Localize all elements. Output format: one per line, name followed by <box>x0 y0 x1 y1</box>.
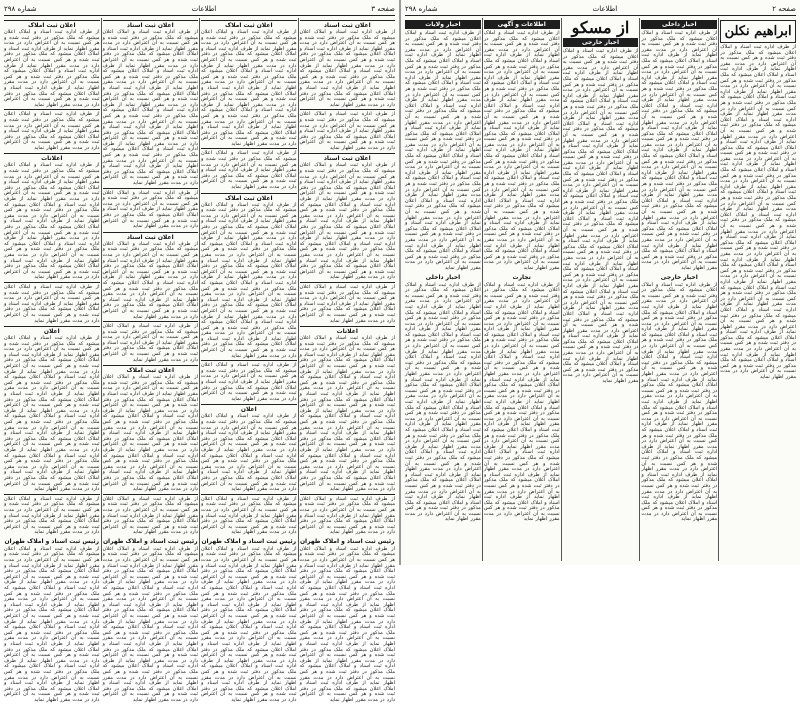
section-banner: اطلاعات و آگهی <box>484 20 560 29</box>
headline-main: از مسکو <box>571 18 630 37</box>
right-column-4 <box>484 18 560 561</box>
article-text: از طرف اداره ثبت اسناد و املاک اعلان میشود که ملک مذکور در دفتر ثبت شده و هر کس نسبت به آن اعتراض دارد در مدت مقرر اظهار نماید از طرف اداره ثبت اسناد و املاک اعلان میشود که ملک مذکور در دفتر ثبت شده و هر کس نسبت به آن اعتراض دارد در مدت مقرر اظهار نماید <box>299 495 395 536</box>
article-text: از طرف اداره ثبت اسناد و املاک اعلان میشود که ملک مذکور در دفتر ثبت شده و هر کس نسبت به آن اعتراض دارد در مدت مقرر اظهار نماید از طرف اداره ثبت اسناد و املاک اعلان میشود که ملک مذکور در دفتر ثبت شده و هر کس نسبت به آن اعتراض دارد در مدت مقرر اظهار نماید <box>102 495 198 536</box>
legal-notice <box>201 193 297 362</box>
notice-title: اعلان ثبت املاک <box>224 22 273 29</box>
article-text: از طرف اداره ثبت اسناد و املاک اعلان میشود که ملک مذکور در دفتر ثبت شده و هر کس نسبت به آن اعتراض دارد در مدت مقرر اظهار نماید از طرف اداره ثبت اسناد و املاک اعلان میشود که ملک مذکور در دفتر ثبت شده و هر کس نسبت به آن اعتراض دارد در مدت مقرر اظهار نماید از طرف اداره ثبت اسناد و املاک اعلان میشود که ملک مذکور در دفتر ثبت شده و هر کس نسبت به آن اعتراض دارد در مدت مقرر اظهار نماید از طرف اداره ثبت اسناد و املاک اعلان میشود که ملک مذکور در دفتر ثبت شده و هر کس نسبت به آن اعتراض دارد در مدت مقرر اظهار نماید از طرف اداره ثبت اسناد و املاک اعلان میشود که ملک مذکور در دفتر ثبت شده و هر کس نسبت به آن اعتراض دارد در مدت مقرر اظهار نماید از طرف اداره ثبت اسناد و املاک اعلان میشود که ملک مذکور در دفتر ثبت شده و هر کس نسبت به آن اعتراض دارد در مدت مقرر اظهار نماید از طرف اداره ثبت اسناد و املاک اعلان میشود که ملک مذکور در دفتر ثبت شده و هر کس نسبت به آن اعتراض دارد در مدت مقرر اظهار نماید از طرف اداره ثبت اسناد و املاک اعلان میشود که ملک مذکور در دفتر ثبت شده و هر کس نسبت به آن اعتراض دارد در مدت مقرر اظهار نماید از طرف اداره ثبت اسناد و املاک اعلان میشود که ملک مذکور در دفتر ثبت شده و هر کس نسبت به آن اعتراض دارد در مدت مقرر اظهار نماید از طرف اداره ثبت اسناد و املاک اعلان میشود که ملک مذکور در دفتر ثبت شده و هر کس نسبت به آن اعتراض دارد در مدت مقرر اظهار نماید <box>405 30 481 271</box>
left-masthead <box>4 4 395 16</box>
article-text: از طرف اداره ثبت اسناد و املاک اعلان میشود که ملک مذکور در دفتر ثبت شده و هر کس نسبت به آن اعتراض دارد در مدت مقرر اظهار نماید از طرف اداره ثبت اسناد و املاک اعلان میشود که ملک مذکور در دفتر ثبت شده و هر کس نسبت به آن اعتراض دارد در مدت مقرر اظهار نماید <box>201 495 297 536</box>
article-text: از طرف اداره ثبت اسناد و املاک اعلان میشود که ملک مذکور در دفتر ثبت شده و هر کس نسبت به آن اعتراض دارد در مدت مقرر اظهار نماید از طرف اداره ثبت اسناد و املاک اعلان میشود که ملک مذکور در دفتر ثبت شده و هر کس نسبت به آن اعتراض دارد در مدت مقرر اظهار نماید <box>102 189 198 230</box>
article-text: از طرف اداره ثبت اسناد و املاک اعلان میشود که ملک مذکور در دفتر ثبت شده و هر کس نسبت به آن اعتراض دارد در مدت مقرر اظهار نماید از طرف اداره ثبت اسناد و املاک اعلان میشود که ملک مذکور در دفتر ثبت شده و هر کس نسبت به آن اعتراض دارد در مدت مقرر اظهار نماید <box>201 150 297 191</box>
article-text: از طرف اداره ثبت اسناد و املاک اعلان میشود که ملک مذکور در دفتر ثبت شده و هر کس نسبت به آن اعتراض دارد در مدت مقرر اظهار نماید از طرف اداره ثبت اسناد و املاک اعلان میشود که ملک مذکور در دفتر ثبت شده و هر کس نسبت به آن اعتراض دارد در مدت مقرر اظهار نماید از طرف اداره ثبت اسناد و املاک اعلان میشود که ملک مذکور در دفتر ثبت شده و هر کس نسبت به آن اعتراض دارد در مدت مقرر اظهار نماید از طرف اداره ثبت اسناد و املاک اعلان میشود که ملک مذکور در دفتر ثبت شده و هر کس نسبت به آن اعتراض دارد در مدت مقرر اظهار نماید از طرف اداره ثبت اسناد و املاک اعلان میشود که ملک مذکور در دفتر ثبت شده و هر کس نسبت به آن اعتراض دارد در مدت مقرر اظهار نماید از طرف اداره ثبت اسناد و املاک اعلان میشود که ملک مذکور در دفتر ثبت شده و هر کس نسبت به آن اعتراض دارد در مدت مقرر اظهار نماید از طرف اداره ثبت اسناد و املاک اعلان میشود که ملک مذکور در دفتر ثبت شده و هر کس نسبت به آن اعتراض دارد در مدت مقرر اظهار نماید از طرف اداره ثبت اسناد و املاک اعلان میشود که ملک مذکور در دفتر ثبت شده و هر کس نسبت به آن اعتراض دارد در مدت مقرر اظهار نماید <box>201 201 297 359</box>
notice-title: اعلان ثبت اسناد <box>323 22 371 29</box>
right-masthead <box>405 4 796 16</box>
column-rule <box>298 18 299 561</box>
right-page <box>401 0 800 565</box>
right-column-3 <box>563 18 639 561</box>
article-text: از طرف اداره ثبت اسناد و املاک اعلان میشود که ملک مذکور در دفتر ثبت شده و هر کس نسبت به آن اعتراض دارد در مدت مقرر اظهار نماید از طرف اداره ثبت اسناد و املاک اعلان میشود که ملک مذکور در دفتر ثبت شده و هر کس نسبت به آن اعتراض دارد در مدت مقرر اظهار نماید <box>102 323 198 363</box>
article-text: از طرف اداره ثبت اسناد و املاک اعلان میشود که ملک مذکور در دفتر ثبت شده و هر کس نسبت به آن اعتراض دارد در مدت مقرر اظهار نماید از طرف اداره ثبت اسناد و املاک اعلان میشود که ملک مذکور در دفتر ثبت شده و هر کس نسبت به آن اعتراض دارد در مدت مقرر اظهار نماید از طرف اداره ثبت اسناد و املاک اعلان میشود که ملک مذکور در دفتر ثبت شده و هر کس نسبت به آن اعتراض دارد در مدت مقرر اظهار نماید از طرف اداره ثبت اسناد و املاک اعلان میشود که ملک مذکور در دفتر ثبت شده و هر کس نسبت به آن اعتراض دارد در مدت مقرر اظهار نماید <box>4 29 100 108</box>
sub-heading: اخبار داخلی <box>425 273 461 281</box>
section-banner: اخبار داخلی <box>641 20 717 29</box>
notice-title: اعلان ثبت املاک <box>224 194 273 202</box>
column-rule <box>561 18 562 561</box>
article-text: از طرف اداره ثبت اسناد و املاک اعلان میشود که ملک مذکور در دفتر ثبت شده و هر کس نسبت به آن اعتراض دارد در مدت مقرر اظهار نماید از طرف اداره ثبت اسناد و املاک اعلان میشود که ملک مذکور در دفتر ثبت شده و هر کس نسبت به آن اعتراض دارد در مدت مقرر اظهار نماید <box>299 283 395 324</box>
left-paper-name: اطلاعات <box>191 5 217 13</box>
headline-person: ابراهیم نکلن <box>724 24 792 39</box>
article-text: از طرف اداره ثبت اسناد و املاک اعلان میشود که ملک مذکور در دفتر ثبت شده و هر کس نسبت به آن اعتراض دارد در مدت مقرر اظهار نماید از طرف اداره ثبت اسناد و املاک اعلان میشود که ملک مذکور در دفتر ثبت شده و هر کس نسبت به آن اعتراض دارد در مدت مقرر اظهار نماید از طرف اداره ثبت اسناد و املاک اعلان میشود که ملک مذکور در دفتر ثبت شده و هر کس نسبت به آن اعتراض دارد در مدت مقرر اظهار نماید از طرف اداره ثبت اسناد و املاک اعلان میشود که ملک مذکور در دفتر ثبت شده و هر کس نسبت به آن اعتراض دارد در مدت مقرر اظهار نماید از طرف اداره ثبت اسناد و املاک اعلان میشود که ملک مذکور در دفتر ثبت شده و هر کس نسبت به آن اعتراض دارد در مدت مقرر اظهار نماید از طرف اداره ثبت اسناد و املاک اعلان میشود که ملک مذکور در دفتر ثبت شده و هر کس نسبت به آن اعتراض دارد در مدت مقرر اظهار نماید <box>201 29 297 147</box>
article-text: از طرف اداره ثبت اسناد و املاک اعلان میشود که ملک مذکور در دفتر ثبت شده و هر کس نسبت به آن اعتراض دارد در مدت مقرر اظهار نماید از طرف اداره ثبت اسناد و املاک اعلان میشود که ملک مذکور در دفتر ثبت شده و هر کس نسبت به آن اعتراض دارد در مدت مقرر اظهار نماید از طرف اداره ثبت اسناد و املاک اعلان میشود که ملک مذکور در دفتر ثبت شده و هر کس نسبت به آن اعتراض دارد در مدت مقرر اظهار نماید از طرف اداره ثبت اسناد و املاک اعلان میشود که ملک مذکور در دفتر ثبت شده و هر کس نسبت به آن اعتراض دارد در مدت مقرر اظهار نماید از طرف اداره ثبت اسناد و املاک اعلان میشود که ملک مذکور در دفتر ثبت شده و هر کس نسبت به آن اعتراض دارد در مدت مقرر اظهار نماید از طرف اداره ثبت اسناد و املاک اعلان میشود که ملک مذکور در دفتر ثبت شده و هر کس نسبت به آن اعتراض دارد در مدت مقرر اظهار نماید از طرف اداره ثبت اسناد و املاک اعلان میشود که ملک مذکور در دفتر ثبت شده و هر کس نسبت به آن اعتراض دارد در مدت مقرر اظهار نماید از طرف اداره ثبت اسناد و املاک اعلان میشود که ملک مذکور در دفتر ثبت شده و هر کس نسبت به آن اعتراض دارد در مدت مقرر اظهار نماید <box>4 335 100 493</box>
article-text: از طرف اداره ثبت اسناد و املاک اعلان میشود که ملک مذکور در دفتر ثبت شده و هر کس نسبت به آن اعتراض دارد در مدت مقرر اظهار نماید از طرف اداره ثبت اسناد و املاک اعلان میشود که ملک مذکور در دفتر ثبت شده و هر کس نسبت به آن اعتراض دارد در مدت مقرر اظهار نماید از طرف اداره ثبت اسناد و املاک اعلان میشود که ملک مذکور در دفتر ثبت شده و هر کس نسبت به آن اعتراض دارد در مدت مقرر اظهار نماید از طرف اداره ثبت اسناد و املاک اعلان میشود که ملک مذکور در دفتر ثبت شده و هر کس نسبت به آن اعتراض دارد در مدت مقرر اظهار نماید از طرف اداره ثبت اسناد و املاک اعلان میشود که ملک مذکور در دفتر ثبت شده و هر کس نسبت به آن اعتراض دارد در مدت مقرر اظهار نماید از طرف اداره ثبت اسناد و املاک اعلان میشود که ملک مذکور در دفتر ثبت شده و هر کس نسبت به آن اعتراض دارد در مدت مقرر اظهار نماید از طرف اداره ثبت اسناد و املاک اعلان میشود که ملک مذکور در دفتر ثبت شده و هر کس نسبت به آن اعتراض دارد در مدت مقرر اظهار نماید از طرف اداره ثبت اسناد و املاک اعلان میشود که ملک مذکور در دفتر ثبت شده و هر کس نسبت به آن اعتراض دارد در مدت مقرر اظهار نماید از طرف اداره ثبت اسناد و املاک اعلان میشود که ملک مذکور در دفتر ثبت شده و هر کس نسبت به آن اعتراض دارد در مدت مقرر اظهار نماید از طرف اداره ثبت اسناد و املاک اعلان میشود که ملک مذکور در دفتر ثبت شده و هر کس نسبت به آن اعتراض دارد در مدت مقرر اظهار نماید <box>483 281 560 523</box>
article-text: از طرف اداره ثبت اسناد و املاک اعلان میشود که ملک مذکور در دفتر ثبت شده و هر کس نسبت به آن اعتراض دارد در مدت مقرر اظهار نماید از طرف اداره ثبت اسناد و املاک اعلان میشود که ملک مذکور در دفتر ثبت شده و هر کس نسبت به آن اعتراض دارد در مدت مقرر اظهار نماید از طرف اداره ثبت اسناد و املاک اعلان میشود که ملک مذکور در دفتر ثبت شده و هر کس نسبت به آن اعتراض دارد در مدت مقرر اظهار نماید از طرف اداره ثبت اسناد و املاک اعلان میشود که ملک مذکور در دفتر ثبت شده و هر کس نسبت به آن اعتراض دارد در مدت مقرر اظهار نماید از طرف اداره ثبت اسناد و املاک اعلان میشود که ملک مذکور در دفتر ثبت شده و هر کس نسبت به آن اعتراض دارد در مدت مقرر اظهار نماید از طرف اداره ثبت اسناد و املاک اعلان میشود که ملک مذکور در دفتر ثبت شده و هر کس نسبت به آن اعتراض دارد در مدت مقرر اظهار نماید از طرف اداره ثبت اسناد و املاک اعلان میشود که ملک مذکور در دفتر ثبت شده و هر کس نسبت به آن اعتراض دارد در مدت مقرر اظهار نماید از طرف اداره ثبت اسناد و املاک اعلان میشود که ملک مذکور در دفتر ثبت شده و هر کس نسبت به آن اعتراض دارد در مدت مقرر اظهار نماید <box>201 545 297 703</box>
article-text: از طرف اداره ثبت اسناد و املاک اعلان میشود که ملک مذکور در دفتر ثبت شده و هر کس نسبت به آن اعتراض دارد در مدت مقرر اظهار نماید از طرف اداره ثبت اسناد و املاک اعلان میشود که ملک مذکور در دفتر ثبت شده و هر کس نسبت به آن اعتراض دارد در مدت مقرر اظهار نماید <box>4 283 100 324</box>
notice-title: اعلانات <box>41 155 63 163</box>
legal-notice <box>4 20 100 110</box>
left-column-2 <box>201 18 297 703</box>
notice-title: اعلان <box>240 406 257 414</box>
article-text: از طرف اداره ثبت اسناد و املاک اعلان میشود که ملک مذکور در دفتر ثبت شده و هر کس نسبت به آن اعتراض دارد در مدت مقرر اظهار نماید از طرف اداره ثبت اسناد و املاک اعلان میشود که ملک مذکور در دفتر ثبت شده و هر کس نسبت به آن اعتراض دارد در مدت مقرر اظهار نماید از طرف اداره ثبت اسناد و املاک اعلان میشود که ملک مذکور در دفتر ثبت شده و هر کس نسبت به آن اعتراض دارد در مدت مقرر اظهار نماید از طرف اداره ثبت اسناد و املاک اعلان میشود که ملک مذکور در دفتر ثبت شده و هر کس نسبت به آن اعتراض دارد در مدت مقرر اظهار نماید از طرف اداره ثبت اسناد و املاک اعلان میشود که ملک مذکور در دفتر ثبت شده و هر کس نسبت به آن اعتراض دارد در مدت مقرر اظهار نماید از طرف اداره ثبت اسناد و املاک اعلان میشود که ملک مذکور در دفتر ثبت شده و هر کس نسبت به آن اعتراض دارد در مدت مقرر اظهار نماید <box>299 162 395 281</box>
legal-notice <box>201 20 297 149</box>
article-text: از طرف اداره ثبت اسناد و املاک اعلان میشود که ملک مذکور در دفتر ثبت شده و هر کس نسبت به آن اعتراض دارد در مدت مقرر اظهار نماید از طرف اداره ثبت اسناد و املاک اعلان میشود که ملک مذکور در دفتر ثبت شده و هر کس نسبت به آن اعتراض دارد در مدت مقرر اظهار نماید از طرف اداره ثبت اسناد و املاک اعلان میشود که ملک مذکور در دفتر ثبت شده و هر کس نسبت به آن اعتراض دارد در مدت مقرر اظهار نماید از طرف اداره ثبت اسناد و املاک اعلان میشود که ملک مذکور در دفتر ثبت شده و هر کس نسبت به آن اعتراض دارد در مدت مقرر اظهار نماید از طرف اداره ثبت اسناد و املاک اعلان میشود که ملک مذکور در دفتر ثبت شده و هر کس نسبت به آن اعتراض دارد در مدت مقرر اظهار نماید از طرف اداره ثبت اسناد و املاک اعلان میشود که ملک مذکور در دفتر ثبت شده و هر کس نسبت به آن اعتراض دارد در مدت مقرر اظهار نماید از طرف اداره ثبت اسناد و املاک اعلان میشود که ملک مذکور در دفتر ثبت شده و هر کس نسبت به آن اعتراض دارد در مدت مقرر اظهار نماید از طرف اداره ثبت اسناد و املاک اعلان میشود که ملک مذکور در دفتر ثبت شده و هر کس نسبت به آن اعتراض دارد در مدت مقرر اظهار نماید از طرف اداره ثبت اسناد و املاک اعلان میشود که ملک مذکور در دفتر ثبت شده و هر کس نسبت به آن اعتراض دارد در مدت مقرر اظهار نماید از طرف اداره ثبت اسناد و املاک اعلان میشود که ملک مذکور در دفتر ثبت شده و هر کس نسبت به آن اعتراض دارد در مدت مقرر اظهار نماید <box>483 30 560 271</box>
article-text: از طرف اداره ثبت اسناد و املاک اعلان میشود که ملک مذکور در دفتر ثبت شده و هر کس نسبت به آن اعتراض دارد در مدت مقرر اظهار نماید از طرف اداره ثبت اسناد و املاک اعلان میشود که ملک مذکور در دفتر ثبت شده و هر کس نسبت به آن اعتراض دارد در مدت مقرر اظهار نماید از طرف اداره ثبت اسناد و املاک اعلان میشود که ملک مذکور در دفتر ثبت شده و هر کس نسبت به آن اعتراض دارد در مدت مقرر اظهار نماید از طرف اداره ثبت اسناد و املاک اعلان میشود که ملک مذکور در دفتر ثبت شده و هر کس نسبت به آن اعتراض دارد در مدت مقرر اظهار نماید <box>299 29 395 108</box>
legal-notice <box>103 365 199 494</box>
left-page <box>0 0 399 703</box>
legal-notice <box>103 20 199 189</box>
notice-signature: رئیس ثبت اسناد و املاک طهران <box>201 537 297 545</box>
notice-title: اعلان ثبت املاک <box>27 22 76 29</box>
article-text: از طرف اداره ثبت اسناد و املاک اعلان میشود که ملک مذکور در دفتر ثبت شده و هر کس نسبت به آن اعتراض دارد در مدت مقرر اظهار نماید از طرف اداره ثبت اسناد و املاک اعلان میشود که ملک مذکور در دفتر ثبت شده و هر کس نسبت به آن اعتراض دارد در مدت مقرر اظهار نماید <box>299 111 395 151</box>
article-text: از طرف اداره ثبت اسناد و املاک اعلان میشود که ملک مذکور در دفتر ثبت شده و هر کس نسبت به آن اعتراض دارد در مدت مقرر اظهار نماید از طرف اداره ثبت اسناد و املاک اعلان میشود که ملک مذکور در دفتر ثبت شده و هر کس نسبت به آن اعتراض دارد در مدت مقرر اظهار نماید از طرف اداره ثبت اسناد و املاک اعلان میشود که ملک مذکور در دفتر ثبت شده و هر کس نسبت به آن اعتراض دارد در مدت مقرر اظهار نماید از طرف اداره ثبت اسناد و املاک اعلان میشود که ملک مذکور در دفتر ثبت شده و هر کس نسبت به آن اعتراض دارد در مدت مقرر اظهار نماید از طرف اداره ثبت اسناد و املاک اعلان میشود که ملک مذکور در دفتر ثبت شده و هر کس نسبت به آن اعتراض دارد در مدت مقرر اظهار نماید از طرف اداره ثبت اسناد و املاک اعلان میشود که ملک مذکور در دفتر ثبت شده و هر کس نسبت به آن اعتراض دارد در مدت مقرر اظهار نماید از طرف اداره ثبت اسناد و املاک اعلان میشود که ملک مذکور در دفتر ثبت شده و هر کس نسبت به آن اعتراض دارد در مدت مقرر اظهار نماید از طرف اداره ثبت اسناد و املاک اعلان میشود که ملک مذکور در دفتر ثبت شده و هر کس نسبت به آن اعتراض دارد در مدت مقرر اظهار نماید از طرف اداره ثبت اسناد و املاک اعلان میشود که ملک مذکور در دفتر ثبت شده و هر کس نسبت به آن اعتراض دارد در مدت مقرر اظهار نماید از طرف اداره ثبت اسناد و املاک اعلان میشود که ملک مذکور در دفتر ثبت شده و هر کس نسبت به آن اعتراض دارد در مدت مقرر اظهار نماید <box>641 281 718 523</box>
legal-notice <box>300 326 396 495</box>
article-text: از طرف اداره ثبت اسناد و املاک اعلان میشود که ملک مذکور در دفتر ثبت شده و هر کس نسبت به آن اعتراض دارد در مدت مقرر اظهار نماید از طرف اداره ثبت اسناد و املاک اعلان میشود که ملک مذکور در دفتر ثبت شده و هر کس نسبت به آن اعتراض دارد در مدت مقرر اظهار نماید <box>4 111 100 151</box>
left-page-number: صفحه ۳ <box>371 5 395 13</box>
article-text: از طرف اداره ثبت اسناد و املاک اعلان میشود که ملک مذکور در دفتر ثبت شده و هر کس نسبت به آن اعتراض دارد در مدت مقرر اظهار نماید از طرف اداره ثبت اسناد و املاک اعلان میشود که ملک مذکور در دفتر ثبت شده و هر کس نسبت به آن اعتراض دارد در مدت مقرر اظهار نماید <box>4 495 100 536</box>
article-text: از طرف اداره ثبت اسناد و املاک اعلان میشود که ملک مذکور در دفتر ثبت شده و هر کس نسبت به آن اعتراض دارد در مدت مقرر اظهار نماید از طرف اداره ثبت اسناد و املاک اعلان میشود که ملک مذکور در دفتر ثبت شده و هر کس نسبت به آن اعتراض دارد در مدت مقرر اظهار نماید از طرف اداره ثبت اسناد و املاک اعلان میشود که ملک مذکور در دفتر ثبت شده و هر کس نسبت به آن اعتراض دارد در مدت مقرر اظهار نماید از طرف اداره ثبت اسناد و املاک اعلان میشود که ملک مذکور در دفتر ثبت شده و هر کس نسبت به آن اعتراض دارد در مدت مقرر اظهار نماید از طرف اداره ثبت اسناد و املاک اعلان میشود که ملک مذکور در دفتر ثبت شده و هر کس نسبت به آن اعتراض دارد در مدت مقرر اظهار نماید از طرف اداره ثبت اسناد و املاک اعلان میشود که ملک مذکور در دفتر ثبت شده و هر کس نسبت به آن اعتراض دارد در مدت مقرر اظهار نماید از طرف اداره ثبت اسناد و املاک اعلان میشود که ملک مذکور در دفتر ثبت شده و هر کس نسبت به آن اعتراض دارد در مدت مقرر اظهار نماید از طرف اداره ثبت اسناد و املاک اعلان میشود که ملک مذکور در دفتر ثبت شده و هر کس نسبت به آن اعتراض دارد در مدت مقرر اظهار نماید <box>299 335 395 493</box>
notice-title: اعلان ثبت املاک <box>126 367 175 375</box>
notice-signature: رئیس ثبت اسناد و املاک طهران <box>4 537 100 545</box>
legal-notice <box>103 232 199 322</box>
left-column-3 <box>102 18 199 703</box>
column-rule <box>199 18 200 561</box>
article-text: از طرف اداره ثبت اسناد و املاک اعلان میشود که ملک مذکور در دفتر ثبت شده و هر کس نسبت به آن اعتراض دارد در مدت مقرر اظهار نماید از طرف اداره ثبت اسناد و املاک اعلان میشود که ملک مذکور در دفتر ثبت شده و هر کس نسبت به آن اعتراض دارد در مدت مقرر اظهار نماید از طرف اداره ثبت اسناد و املاک اعلان میشود که ملک مذکور در دفتر ثبت شده و هر کس نسبت به آن اعتراض دارد در مدت مقرر اظهار نماید از طرف اداره ثبت اسناد و املاک اعلان میشود که ملک مذکور در دفتر ثبت شده و هر کس نسبت به آن اعتراض دارد در مدت مقرر اظهار نماید <box>201 413 297 493</box>
notice-title: اعلان ثبت اسناد <box>323 155 371 163</box>
article-text: از طرف اداره ثبت اسناد و املاک اعلان میشود که ملک مذکور در دفتر ثبت شده و هر کس نسبت به آن اعتراض دارد در مدت مقرر اظهار نماید از طرف اداره ثبت اسناد و املاک اعلان میشود که ملک مذکور در دفتر ثبت شده و هر کس نسبت به آن اعتراض دارد در مدت مقرر اظهار نماید از طرف اداره ثبت اسناد و املاک اعلان میشود که ملک مذکور در دفتر ثبت شده و هر کس نسبت به آن اعتراض دارد در مدت مقرر اظهار نماید از طرف اداره ثبت اسناد و املاک اعلان میشود که ملک مذکور در دفتر ثبت شده و هر کس نسبت به آن اعتراض دارد در مدت مقرر اظهار نماید <box>102 240 198 320</box>
headline-box <box>720 20 796 43</box>
left-column-1 <box>299 18 396 703</box>
article-text: از طرف اداره ثبت اسناد و املاک اعلان میشود که ملک مذکور در دفتر ثبت شده و هر کس نسبت به آن اعتراض دارد در مدت مقرر اظهار نماید از طرف اداره ثبت اسناد و املاک اعلان میشود که ملک مذکور در دفتر ثبت شده و هر کس نسبت به آن اعتراض دارد در مدت مقرر اظهار نماید <box>201 362 297 402</box>
column-rule <box>639 18 640 561</box>
article-text: از طرف اداره ثبت اسناد و املاک اعلان میشود که ملک مذکور در دفتر ثبت شده و هر کس نسبت به آن اعتراض دارد در مدت مقرر اظهار نماید از طرف اداره ثبت اسناد و املاک اعلان میشود که ملک مذکور در دفتر ثبت شده و هر کس نسبت به آن اعتراض دارد در مدت مقرر اظهار نماید از طرف اداره ثبت اسناد و املاک اعلان میشود که ملک مذکور در دفتر ثبت شده و هر کس نسبت به آن اعتراض دارد در مدت مقرر اظهار نماید از طرف اداره ثبت اسناد و املاک اعلان میشود که ملک مذکور در دفتر ثبت شده و هر کس نسبت به آن اعتراض دارد در مدت مقرر اظهار نماید از طرف اداره ثبت اسناد و املاک اعلان میشود که ملک مذکور در دفتر ثبت شده و هر کس نسبت به آن اعتراض دارد در مدت مقرر اظهار نماید از طرف اداره ثبت اسناد و املاک اعلان میشود که ملک مذکور در دفتر ثبت شده و هر کس نسبت به آن اعتراض دارد در مدت مقرر اظهار نماید از طرف اداره ثبت اسناد و املاک اعلان میشود که ملک مذکور در دفتر ثبت شده و هر کس نسبت به آن اعتراض دارد در مدت مقرر اظهار نماید از طرف اداره ثبت اسناد و املاک اعلان میشود که ملک مذکور در دفتر ثبت شده و هر کس نسبت به آن اعتراض دارد در مدت مقرر اظهار نماید از طرف اداره ثبت اسناد و املاک اعلان میشود که ملک مذکور در دفتر ثبت شده و هر کس نسبت به آن اعتراض دارد در مدت مقرر اظهار نماید از طرف اداره ثبت اسناد و املاک اعلان میشود که ملک مذکور در دفتر ثبت شده و هر کس نسبت به آن اعتراض دارد در مدت مقرر اظهار نماید <box>405 281 481 523</box>
left-issue-number: شماره ۲۹۸ <box>4 5 37 13</box>
column-rule <box>482 18 483 561</box>
article-text: از طرف اداره ثبت اسناد و املاک اعلان میشود که ملک مذکور در دفتر ثبت شده و هر کس نسبت به آن اعتراض دارد در مدت مقرر اظهار نماید از طرف اداره ثبت اسناد و املاک اعلان میشود که ملک مذکور در دفتر ثبت شده و هر کس نسبت به آن اعتراض دارد در مدت مقرر اظهار نماید از طرف اداره ثبت اسناد و املاک اعلان میشود که ملک مذکور در دفتر ثبت شده و هر کس نسبت به آن اعتراض دارد در مدت مقرر اظهار نماید از طرف اداره ثبت اسناد و املاک اعلان میشود که ملک مذکور در دفتر ثبت شده و هر کس نسبت به آن اعتراض دارد در مدت مقرر اظهار نماید از طرف اداره ثبت اسناد و املاک اعلان میشود که ملک مذکور در دفتر ثبت شده و هر کس نسبت به آن اعتراض دارد در مدت مقرر اظهار نماید از طرف اداره ثبت اسناد و املاک اعلان میشود که ملک مذکور در دفتر ثبت شده و هر کس نسبت به آن اعتراض دارد در مدت مقرر اظهار نماید از طرف اداره ثبت اسناد و املاک اعلان میشود که ملک مذکور در دفتر ثبت شده و هر کس نسبت به آن اعتراض دارد در مدت مقرر اظهار نماید از طرف اداره ثبت اسناد و املاک اعلان میشود که ملک مذکور در دفتر ثبت شده و هر کس نسبت به آن اعتراض دارد در مدت مقرر اظهار نماید <box>299 545 395 703</box>
section-banner: اخبار ولایات <box>405 20 481 29</box>
legal-notice <box>4 153 100 282</box>
notice-title: اعلانات <box>336 328 358 336</box>
section-banner: اخبار خارجی <box>563 38 639 47</box>
sub-heading: تجارت <box>512 273 531 281</box>
article-text: از طرف اداره ثبت اسناد و املاک اعلان میشود که ملک مذکور در دفتر ثبت شده و هر کس نسبت به آن اعتراض دارد در مدت مقرر اظهار نماید از طرف اداره ثبت اسناد و املاک اعلان میشود که ملک مذکور در دفتر ثبت شده و هر کس نسبت به آن اعتراض دارد در مدت مقرر اظهار نماید از طرف اداره ثبت اسناد و املاک اعلان میشود که ملک مذکور در دفتر ثبت شده و هر کس نسبت به آن اعتراض دارد در مدت مقرر اظهار نماید از طرف اداره ثبت اسناد و املاک اعلان میشود که ملک مذکور در دفتر ثبت شده و هر کس نسبت به آن اعتراض دارد در مدت مقرر اظهار نماید از طرف اداره ثبت اسناد و املاک اعلان میشود که ملک مذکور در دفتر ثبت شده و هر کس نسبت به آن اعتراض دارد در مدت مقرر اظهار نماید از طرف اداره ثبت اسناد و املاک اعلان میشود که ملک مذکور در دفتر ثبت شده و هر کس نسبت به آن اعتراض دارد در مدت مقرر اظهار نماید از طرف اداره ثبت اسناد و املاک اعلان میشود که ملک مذکور در دفتر ثبت شده و هر کس نسبت به آن اعتراض دارد در مدت مقرر اظهار نماید از طرف اداره ثبت اسناد و املاک اعلان میشود که ملک مذکور در دفتر ثبت شده و هر کس نسبت به آن اعتراض دارد در مدت مقرر اظهار نماید <box>102 29 198 187</box>
article-text: از طرف اداره ثبت اسناد و املاک اعلان میشود که ملک مذکور در دفتر ثبت شده و هر کس نسبت به آن اعتراض دارد در مدت مقرر اظهار نماید از طرف اداره ثبت اسناد و املاک اعلان میشود که ملک مذکور در دفتر ثبت شده و هر کس نسبت به آن اعتراض دارد در مدت مقرر اظهار نماید از طرف اداره ثبت اسناد و املاک اعلان میشود که ملک مذکور در دفتر ثبت شده و هر کس نسبت به آن اعتراض دارد در مدت مقرر اظهار نماید از طرف اداره ثبت اسناد و املاک اعلان میشود که ملک مذکور در دفتر ثبت شده و هر کس نسبت به آن اعتراض دارد در مدت مقرر اظهار نماید از طرف اداره ثبت اسناد و املاک اعلان میشود که ملک مذکور در دفتر ثبت شده و هر کس نسبت به آن اعتراض دارد در مدت مقرر اظهار نماید از طرف اداره ثبت اسناد و املاک اعلان میشود که ملک مذکور در دفتر ثبت شده و هر کس نسبت به آن اعتراض دارد در مدت مقرر اظهار نماید از طرف اداره ثبت اسناد و املاک اعلان میشود که ملک مذکور در دفتر ثبت شده و هر کس نسبت به آن اعتراض دارد در مدت مقرر اظهار نماید از طرف اداره ثبت اسناد و املاک اعلان میشود که ملک مذکور در دفتر ثبت شده و هر کس نسبت به آن اعتراض دارد در مدت مقرر اظهار نماید از طرف اداره ثبت اسناد و املاک اعلان میشود که ملک مذکور در دفتر ثبت شده و هر کس نسبت به آن اعتراض دارد در مدت مقرر اظهار نماید از طرف اداره ثبت اسناد و املاک اعلان میشود که ملک مذکور در دفتر ثبت شده و هر کس نسبت به آن اعتراض دارد در مدت مقرر اظهار نماید از طرف اداره ثبت اسناد و املاک اعلان میشود که ملک مذکور در دفتر ثبت شده و هر کس نسبت به آن اعتراض دارد در مدت مقرر اظهار نماید از طرف اداره ثبت اسناد و املاک اعلان میشود که ملک مذکور در دفتر ثبت شده و هر کس نسبت به آن اعتراض دارد در مدت مقرر اظهار نماید از طرف اداره ثبت اسناد و املاک اعلان میشود که ملک مذکور در دفتر ثبت شده و هر کس نسبت به آن اعتراض دارد در مدت مقرر اظهار نماید از طرف اداره ثبت اسناد و املاک اعلان میشود که ملک مذکور در دفتر ثبت شده و هر کس نسبت به آن اعتراض دارد در مدت مقرر اظهار نماید <box>562 48 639 385</box>
left-column-4 <box>4 18 100 703</box>
article-text: از طرف اداره ثبت اسناد و املاک اعلان میشود که ملک مذکور در دفتر ثبت شده و هر کس نسبت به آن اعتراض دارد در مدت مقرر اظهار نماید از طرف اداره ثبت اسناد و املاک اعلان میشود که ملک مذکور در دفتر ثبت شده و هر کس نسبت به آن اعتراض دارد در مدت مقرر اظهار نماید از طرف اداره ثبت اسناد و املاک اعلان میشود که ملک مذکور در دفتر ثبت شده و هر کس نسبت به آن اعتراض دارد در مدت مقرر اظهار نماید از طرف اداره ثبت اسناد و املاک اعلان میشود که ملک مذکور در دفتر ثبت شده و هر کس نسبت به آن اعتراض دارد در مدت مقرر اظهار نماید از طرف اداره ثبت اسناد و املاک اعلان میشود که ملک مذکور در دفتر ثبت شده و هر کس نسبت به آن اعتراض دارد در مدت مقرر اظهار نماید از طرف اداره ثبت اسناد و املاک اعلان میشود که ملک مذکور در دفتر ثبت شده و هر کس نسبت به آن اعتراض دارد در مدت مقرر اظهار نماید از طرف اداره ثبت اسناد و املاک اعلان میشود که ملک مذکور در دفتر ثبت شده و هر کس نسبت به آن اعتراض دارد در مدت مقرر اظهار نماید از طرف اداره ثبت اسناد و املاک اعلان میشود که ملک مذکور در دفتر ثبت شده و هر کس نسبت به آن اعتراض دارد در مدت مقرر اظهار نماید <box>4 545 100 703</box>
article-text: از طرف اداره ثبت اسناد و املاک اعلان میشود که ملک مذکور در دفتر ثبت شده و هر کس نسبت به آن اعتراض دارد در مدت مقرر اظهار نماید از طرف اداره ثبت اسناد و املاک اعلان میشود که ملک مذکور در دفتر ثبت شده و هر کس نسبت به آن اعتراض دارد در مدت مقرر اظهار نماید از طرف اداره ثبت اسناد و املاک اعلان میشود که ملک مذکور در دفتر ثبت شده و هر کس نسبت به آن اعتراض دارد در مدت مقرر اظهار نماید از طرف اداره ثبت اسناد و املاک اعلان میشود که ملک مذکور در دفتر ثبت شده و هر کس نسبت به آن اعتراض دارد در مدت مقرر اظهار نماید از طرف اداره ثبت اسناد و املاک اعلان میشود که ملک مذکور در دفتر ثبت شده و هر کس نسبت به آن اعتراض دارد در مدت مقرر اظهار نماید از طرف اداره ثبت اسناد و املاک اعلان میشود که ملک مذکور در دفتر ثبت شده و هر کس نسبت به آن اعتراض دارد در مدت مقرر اظهار نماید از طرف اداره ثبت اسناد و املاک اعلان میشود که ملک مذکور در دفتر ثبت شده و هر کس نسبت به آن اعتراض دارد در مدت مقرر اظهار نماید از طرف اداره ثبت اسناد و املاک اعلان میشود که ملک مذکور در دفتر ثبت شده و هر کس نسبت به آن اعتراض دارد در مدت مقرر اظهار نماید <box>102 545 198 703</box>
notice-signature: رئیس ثبت اسناد و املاک طهران <box>102 537 198 545</box>
article-text: از طرف اداره ثبت اسناد و املاک اعلان میشود که ملک مذکور در دفتر ثبت شده و هر کس نسبت به آن اعتراض دارد در مدت مقرر اظهار نماید از طرف اداره ثبت اسناد و املاک اعلان میشود که ملک مذکور در دفتر ثبت شده و هر کس نسبت به آن اعتراض دارد در مدت مقرر اظهار نماید از طرف اداره ثبت اسناد و املاک اعلان میشود که ملک مذکور در دفتر ثبت شده و هر کس نسبت به آن اعتراض دارد در مدت مقرر اظهار نماید از طرف اداره ثبت اسناد و املاک اعلان میشود که ملک مذکور در دفتر ثبت شده و هر کس نسبت به آن اعتراض دارد در مدت مقرر اظهار نماید از طرف اداره ثبت اسناد و املاک اعلان میشود که ملک مذکور در دفتر ثبت شده و هر کس نسبت به آن اعتراض دارد در مدت مقرر اظهار نماید از طرف اداره ثبت اسناد و املاک اعلان میشود که ملک مذکور در دفتر ثبت شده و هر کس نسبت به آن اعتراض دارد در مدت مقرر اظهار نماید از طرف اداره ثبت اسناد و املاک اعلان میشود که ملک مذکور در دفتر ثبت شده و هر کس نسبت به آن اعتراض دارد در مدت مقرر اظهار نماید از طرف اداره ثبت اسناد و املاک اعلان میشود که ملک مذکور در دفتر ثبت شده و هر کس نسبت به آن اعتراض دارد در مدت مقرر اظهار نماید از طرف اداره ثبت اسناد و املاک اعلان میشود که ملک مذکور در دفتر ثبت شده و هر کس نسبت به آن اعتراض دارد در مدت مقرر اظهار نماید از طرف اداره ثبت اسناد و املاک اعلان میشود که ملک مذکور در دفتر ثبت شده و هر کس نسبت به آن اعتراض دارد در مدت مقرر اظهار نماید <box>641 30 718 271</box>
right-page-number: صفحه ۲ <box>772 5 796 13</box>
right-issue-number: شماره ۲۹۸ <box>405 5 438 13</box>
notice-title: اعلان ثبت اسناد <box>126 22 174 29</box>
right-column-2 <box>641 18 717 561</box>
column-rule <box>718 18 719 561</box>
sub-heading: اخبار خارجی <box>660 273 698 281</box>
legal-notice <box>300 153 396 282</box>
article-text: از طرف اداره ثبت اسناد و املاک اعلان میشود که ملک مذکور در دفتر ثبت شده و هر کس نسبت به آن اعتراض دارد در مدت مقرر اظهار نماید از طرف اداره ثبت اسناد و املاک اعلان میشود که ملک مذکور در دفتر ثبت شده و هر کس نسبت به آن اعتراض دارد در مدت مقرر اظهار نماید از طرف اداره ثبت اسناد و املاک اعلان میشود که ملک مذکور در دفتر ثبت شده و هر کس نسبت به آن اعتراض دارد در مدت مقرر اظهار نماید از طرف اداره ثبت اسناد و املاک اعلان میشود که ملک مذکور در دفتر ثبت شده و هر کس نسبت به آن اعتراض دارد در مدت مقرر اظهار نماید از طرف اداره ثبت اسناد و املاک اعلان میشود که ملک مذکور در دفتر ثبت شده و هر کس نسبت به آن اعتراض دارد در مدت مقرر اظهار نماید از طرف اداره ثبت اسناد و املاک اعلان میشود که ملک مذکور در دفتر ثبت شده و هر کس نسبت به آن اعتراض دارد در مدت مقرر اظهار نماید <box>102 374 198 493</box>
right-column-1 <box>720 18 796 561</box>
legal-notice <box>4 326 100 495</box>
legal-notice <box>300 20 396 110</box>
notice-signature: رئیس ثبت اسناد و املاک طهران <box>299 537 395 545</box>
article-text: از طرف اداره ثبت اسناد و املاک اعلان میشود که ملک مذکور در دفتر ثبت شده و هر کس نسبت به آن اعتراض دارد در مدت مقرر اظهار نماید از طرف اداره ثبت اسناد و املاک اعلان میشود که ملک مذکور در دفتر ثبت شده و هر کس نسبت به آن اعتراض دارد در مدت مقرر اظهار نماید از طرف اداره ثبت اسناد و املاک اعلان میشود که ملک مذکور در دفتر ثبت شده و هر کس نسبت به آن اعتراض دارد در مدت مقرر اظهار نماید از طرف اداره ثبت اسناد و املاک اعلان میشود که ملک مذکور در دفتر ثبت شده و هر کس نسبت به آن اعتراض دارد در مدت مقرر اظهار نماید از طرف اداره ثبت اسناد و املاک اعلان میشود که ملک مذکور در دفتر ثبت شده و هر کس نسبت به آن اعتراض دارد در مدت مقرر اظهار نماید از طرف اداره ثبت اسناد و املاک اعلان میشود که ملک مذکور در دفتر ثبت شده و هر کس نسبت به آن اعتراض دارد در مدت مقرر اظهار نماید <box>4 162 100 281</box>
column-rule <box>101 18 102 561</box>
notice-title: اعلان <box>43 328 60 336</box>
right-column-5 <box>405 18 481 561</box>
right-paper-name: اطلاعات <box>592 5 618 13</box>
article-text: از طرف اداره ثبت اسناد و املاک اعلان میشود که ملک مذکور در دفتر ثبت شده و هر کس نسبت به آن اعتراض دارد در مدت مقرر اظهار نماید از طرف اداره ثبت اسناد و املاک اعلان میشود که ملک مذکور در دفتر ثبت شده و هر کس نسبت به آن اعتراض دارد در مدت مقرر اظهار نماید از طرف اداره ثبت اسناد و املاک اعلان میشود که ملک مذکور در دفتر ثبت شده و هر کس نسبت به آن اعتراض دارد در مدت مقرر اظهار نماید از طرف اداره ثبت اسناد و املاک اعلان میشود که ملک مذکور در دفتر ثبت شده و هر کس نسبت به آن اعتراض دارد در مدت مقرر اظهار نماید از طرف اداره ثبت اسناد و املاک اعلان میشود که ملک مذکور در دفتر ثبت شده و هر کس نسبت به آن اعتراض دارد در مدت مقرر اظهار نماید از طرف اداره ثبت اسناد و املاک اعلان میشود که ملک مذکور در دفتر ثبت شده و هر کس نسبت به آن اعتراض دارد در مدت مقرر اظهار نماید از طرف اداره ثبت اسناد و املاک اعلان میشود که ملک مذکور در دفتر ثبت شده و هر کس نسبت به آن اعتراض دارد در مدت مقرر اظهار نماید از طرف اداره ثبت اسناد و املاک اعلان میشود که ملک مذکور در دفتر ثبت شده و هر کس نسبت به آن اعتراض دارد در مدت مقرر اظهار نماید از طرف اداره ثبت اسناد و املاک اعلان میشود که ملک مذکور در دفتر ثبت شده و هر کس نسبت به آن اعتراض دارد در مدت مقرر اظهار نماید از طرف اداره ثبت اسناد و املاک اعلان میشود که ملک مذکور در دفتر ثبت شده و هر کس نسبت به آن اعتراض دارد در مدت مقرر اظهار نماید از طرف اداره ثبت اسناد و املاک اعلان میشود که ملک مذکور در دفتر ثبت شده و هر کس نسبت به آن اعتراض دارد در مدت مقرر اظهار نماید از طرف اداره ثبت اسناد و املاک اعلان میشود که ملک مذکور در دفتر ثبت شده و هر کس نسبت به آن اعتراض دارد در مدت مقرر اظهار نماید از طرف اداره ثبت اسناد و املاک اعلان میشود که ملک مذکور در دفتر ثبت شده و هر کس نسبت به آن اعتراض دارد در مدت مقرر اظهار نماید از طرف اداره ثبت اسناد و املاک اعلان میشود که ملک مذکور در دفتر ثبت شده و هر کس نسبت به آن اعتراض دارد در مدت مقرر اظهار نماید <box>720 44 796 381</box>
notice-title: اعلان ثبت اسناد <box>126 233 174 241</box>
legal-notice <box>201 404 297 494</box>
